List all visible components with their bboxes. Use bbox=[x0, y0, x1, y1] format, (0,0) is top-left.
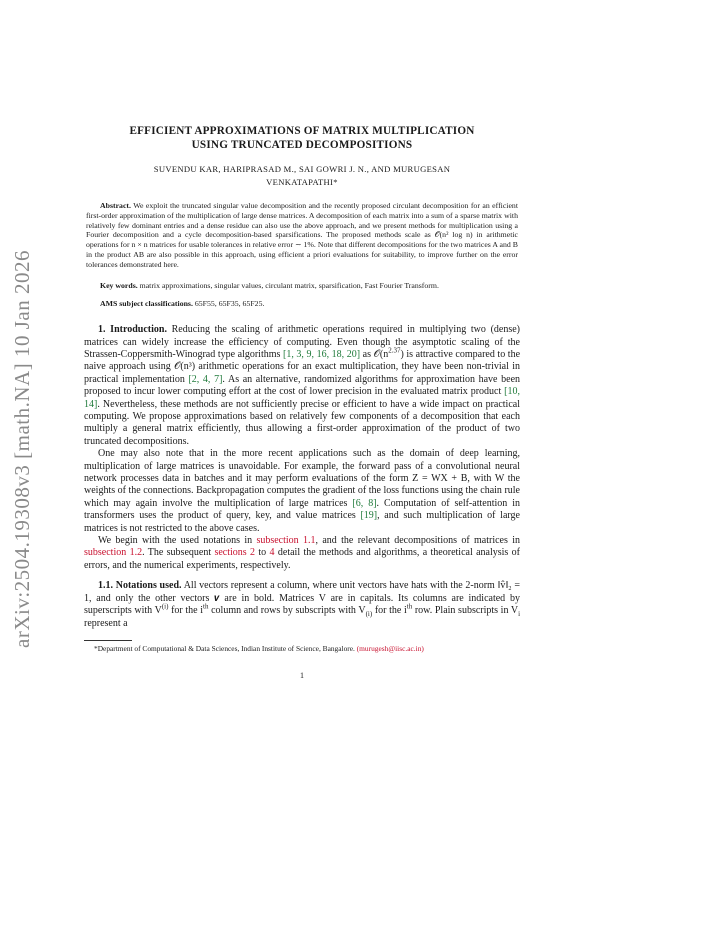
citation-link[interactable]: [10, 14] bbox=[84, 386, 520, 410]
notations-text-a: All vectors represent a column, where unit vectors have hats with the 2-norm ‖v̂‖₂ = 1, and only the other vectors 𝒗 are in bold. Matrices V are in capitals. Its columns are indicated by superscripts with V bbox=[84, 580, 520, 617]
intro-p2-text-c: , and such multiplication of large matrices is not restricted to the above cases. bbox=[84, 510, 520, 534]
subsection-1-2-link[interactable]: subsection 1.2 bbox=[84, 547, 143, 559]
authors-line-1: SUVENDU KAR, HARIPRASAD M., SAI GOWRI J. N., AND MURUGESAN bbox=[153, 164, 451, 174]
subsection-1-1-link[interactable]: subsection 1.1 bbox=[256, 535, 316, 547]
keywords bbox=[84, 281, 520, 291]
intro-p3-text-c: . The subsequent bbox=[142, 547, 212, 559]
intro-p3-text-a: We begin with the used notations in bbox=[98, 535, 253, 547]
paper-page bbox=[84, 124, 520, 680]
intro-paragraph-3 bbox=[84, 535, 520, 572]
footnote-divider bbox=[84, 640, 132, 641]
page-number: 1 bbox=[300, 671, 304, 681]
exponent: 2.37 bbox=[388, 346, 401, 355]
intro-p1-text-d: . As an alternative, randomized algorithms for approximation have been proposed to incur lower computing effort at the cost of lower precision in the evaluated matrix product bbox=[84, 373, 521, 398]
citation-link[interactable]: [2, 4, 7] bbox=[188, 373, 223, 385]
notations-text-e: row. Plain subscripts in V bbox=[414, 605, 519, 617]
intro-p2-text-a: One may also note that in the more recent applications such as the domain of deep learning, multiplication of large matrices is unavoidable. For example, the forward pass of a convolutional neural network processes data in batches and it may perform evaluations of the form Z = WX + B, with W the weights of the connections. Backpropagation computes the gradient of the loss functions using the chain rule which may again involve the multiplication of large matrices bbox=[84, 448, 520, 509]
author-email-link[interactable]: (murugesh@iisc.ac.in) bbox=[356, 643, 424, 653]
keywords-label: Key words. bbox=[100, 280, 138, 290]
intro-p2-text-b: . Computation of self-attention in transformers uses the product of query, key, and value matrices bbox=[84, 497, 521, 522]
citation-link[interactable]: [6, 8] bbox=[352, 497, 377, 509]
superscript: (i) bbox=[161, 602, 169, 611]
notations-paragraph bbox=[84, 580, 520, 630]
footnote-text: *Department of Computational & Data Sciences, Indian Institute of Science, Bangalore. bbox=[94, 643, 355, 653]
superscript: th bbox=[406, 602, 413, 611]
intro-paragraph-2 bbox=[84, 448, 520, 535]
notations-text-b: for the i bbox=[171, 605, 204, 617]
citation-link[interactable]: [19] bbox=[360, 510, 378, 522]
intro-p3-text-b: , and the relevant decompositions of matrices in bbox=[315, 535, 521, 547]
author-list bbox=[84, 163, 520, 188]
arxiv-identifier-stamp: arXiv:2504.19308v3 [math.NA] 10 Jan 2026 bbox=[10, 250, 34, 648]
notations-text-d: for the i bbox=[374, 605, 407, 617]
paper-title bbox=[84, 124, 520, 152]
intro-heading: 1. Introduction. bbox=[98, 324, 167, 336]
ams-classifications bbox=[84, 299, 520, 309]
abstract bbox=[84, 201, 520, 270]
intro-p3-text-e: detail the methods and algorithms, a theoretical analysis of errors, and the numerical experiments, respectively. bbox=[84, 547, 520, 571]
author-affiliation-footnote bbox=[84, 644, 520, 653]
notations-text-f: represent a bbox=[84, 617, 128, 629]
intro-p1-text-e: . Nevertheless, these methods are not sufficiently precise or efficient to have a wide impact on practical computing. We propose approximations based on relatively few components of a decomposition that each multiply a general matrix efficiently, thus allowing a first-order approximation of the product of two truncated decompositions. bbox=[84, 398, 520, 447]
title-line-1: EFFICIENT APPROXIMATIONS OF MATRIX MULTIPLICATION bbox=[129, 125, 475, 137]
section-4-link[interactable]: 4 bbox=[269, 547, 275, 559]
intro-paragraph-1 bbox=[84, 324, 520, 448]
abstract-label: Abstract. bbox=[100, 201, 131, 210]
subscript: i bbox=[518, 610, 521, 619]
intro-p3-text-d: to bbox=[258, 547, 267, 559]
notations-heading: 1.1. Notations used. bbox=[98, 580, 182, 592]
subscript: (i) bbox=[365, 610, 373, 619]
ams-label: AMS subject classifications. bbox=[100, 299, 193, 309]
notations-text-c: column and rows by subscripts with V bbox=[211, 605, 366, 617]
sections-2-link[interactable]: sections 2 bbox=[214, 547, 256, 559]
abstract-text: We exploit the truncated singular value decomposition and the recently proposed circulant decomposition for an efficient first-order approximation of the multiplication of large dense matrices. A decomposition of each matrix into a sum of a sparse matrix with relatively few dominant entries and a dense residue can also use the above approach, and we present methods for multiplication using a Fourier decomposition and a cycle decomposition-based sparsifications. The proposed methods scale as 𝒪(n² log n) in arithmetic operations for n × n matrices for usable tolerances in relative error ∼ 1%. Note that different decompositions for the two matrices A and B in the product AB are also possible in this approach, using efficient a priori evaluations for suitability, to improve further on the error tolerances demonstrated here. bbox=[86, 201, 518, 269]
intro-p1-text-b: as 𝒪(n bbox=[362, 348, 389, 360]
citation-link[interactable]: [1, 3, 9, 16, 18, 20] bbox=[283, 348, 361, 360]
keywords-text: matrix approximations, singular values, circulant matrix, sparsification, Fast Fourier Transform. bbox=[139, 280, 439, 290]
authors-line-2: VENKATAPATHI* bbox=[266, 176, 338, 187]
superscript: th bbox=[203, 602, 209, 611]
intro-p1-text-a: Reducing the scaling of arithmetic operations required in multiplying two (dense) matrices can widely increase the efficiency of computing. Even though the asymptotic scaling of the Strassen-Coppersmith-Winograd type algorithms bbox=[84, 324, 520, 360]
intro-p1-text-c: ) is attractive compared to the naive approach using 𝒪(n³) arithmetic operations for an exact multiplication, they have been non-trivial in practical implementation bbox=[84, 348, 521, 385]
ams-text: 65F55, 65F35, 65F25. bbox=[194, 299, 265, 309]
title-line-2: USING TRUNCATED DECOMPOSITIONS bbox=[191, 139, 413, 151]
